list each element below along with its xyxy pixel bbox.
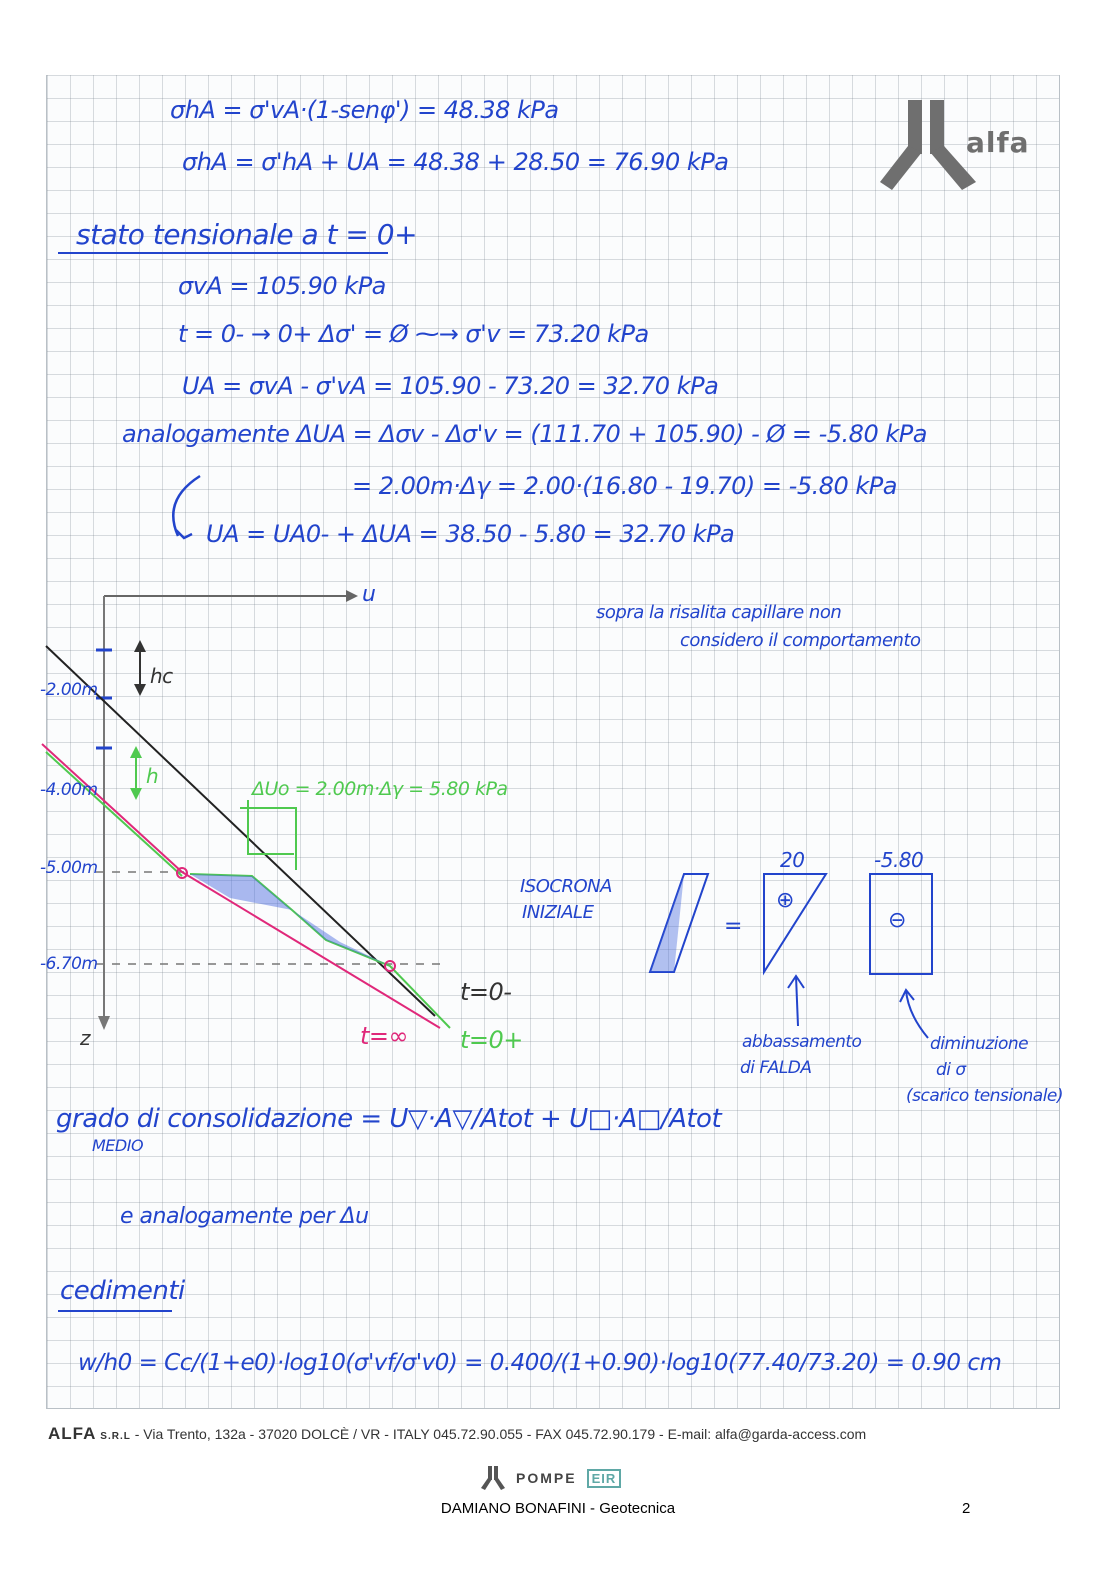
isochrone-label-1: ISOCRONA: [520, 876, 612, 897]
settlement-underline: [58, 1310, 172, 1312]
plus-sign-icon: ⊕: [776, 888, 794, 913]
up-arrow-icon: [780, 970, 820, 1030]
footer-srl: S.R.L: [100, 1431, 131, 1442]
note-line-sigma-h: σhA = σ'vA·(1-senφ') = 48.38 kPa: [170, 96, 559, 124]
consolidation-formula: grado di consolidazione = U▽·A▽/Atot + U□·A□/Atot: [56, 1104, 722, 1134]
consolidation-medio: MEDIO: [92, 1136, 144, 1155]
pompe-text: POMPE: [516, 1470, 577, 1486]
consolidation-analog: e analogamente per Δu: [120, 1204, 369, 1229]
minus-sign-icon: ⊖: [888, 908, 906, 933]
t-zero-plus-label: t=0+: [460, 1026, 523, 1054]
depth-label-67m: -6.70m: [40, 954, 98, 974]
note-line-ua-final: UA = UA0- + ΔUA = 38.50 - 5.80 = 32.70 kPa: [206, 520, 735, 548]
depth-label-5m: -5.00m: [40, 858, 98, 878]
curved-arrow-icon: [160, 470, 220, 550]
triangle-top-value: 20: [780, 848, 805, 872]
alfa-logo-text: alfa: [966, 126, 1030, 159]
eir-badge: EIR: [587, 1469, 622, 1488]
abbassamento-line2: di FALDA: [740, 1058, 812, 1078]
rect-top-value: -5.80: [874, 848, 924, 872]
note-line-t-transition: t = 0- → 0+ Δσ' = Ø ⁓→ σ'v = 73.20 kPa: [178, 320, 649, 348]
diminuzione-line3: (scarico tensionale): [906, 1086, 1064, 1106]
settlement-heading: cedimenti: [60, 1276, 185, 1306]
footer-brand: ALFA: [48, 1424, 97, 1443]
t-zero-minus-label: t=0-: [460, 978, 512, 1006]
capillary-note-line2: considero il comportamento: [680, 630, 921, 651]
pompe-eir-logo: [480, 1465, 621, 1491]
company-footer: [48, 1424, 1068, 1444]
note-line-sigma-v: σvA = 105.90 kPa: [178, 272, 386, 300]
delta-u-label: ΔUo = 2.00m·Δγ = 5.80 kPa: [252, 778, 508, 800]
page-number: 2: [962, 1500, 971, 1517]
pompe-logo-icon: [480, 1465, 506, 1491]
depth-label-2m: -2.00m: [40, 680, 98, 700]
axis-z-label: z: [80, 1026, 90, 1050]
h-label: h: [146, 764, 159, 788]
diminuzione-line1: diminuzione: [930, 1034, 1029, 1054]
diminuzione-line2: di σ: [936, 1060, 966, 1080]
capillary-note-line1: sopra la risalita capillare non: [596, 602, 842, 623]
t-infinity-label: t=∞: [360, 1022, 409, 1050]
note-line-delta-ua: analogamente ΔUA = Δσv - Δσ'v = (111.70 + 105.90) - Ø = -5.80 kPa: [122, 420, 927, 448]
note-line-delta-gamma: = 2.00m·Δγ = 2.00·(16.80 - 19.70) = -5.80 kPa: [352, 472, 897, 500]
heading-stress-state: stato tensionale a t = 0+: [76, 218, 418, 251]
alfa-logo-icon: [880, 96, 980, 192]
note-line-sigma-h-total: σhA = σ'hA + UA = 48.38 + 28.50 = 76.90 kPa: [182, 148, 729, 176]
hc-label: hc: [150, 664, 173, 688]
heading-underline: [58, 252, 388, 254]
equals-sign: =: [724, 914, 742, 939]
document-title: DAMIANO BONAFINI - Geotecnica: [440, 1500, 676, 1517]
axis-u-label: u: [362, 582, 376, 607]
depth-label-4m: -4.00m: [40, 780, 98, 800]
abbassamento-line1: abbassamento: [742, 1032, 862, 1052]
note-line-ua: UA = σvA - σ'vA = 105.90 - 73.20 = 32.70 kPa: [182, 372, 719, 400]
settlement-formula: w/h0 = Cc/(1+e0)·log10(σ'vf/σ'v0) = 0.400/(1+0.90)·log10(77.40/73.20) = 0.90 cm: [78, 1350, 1002, 1376]
isochrone-label-2: INIZIALE: [522, 902, 594, 923]
footer-address: - Via Trento, 132a - 37020 DOLCÈ / VR - ITALY 045.72.90.055 - FAX 045.72.90.179 - E-mail: alfa@garda-access.com: [134, 1426, 867, 1442]
